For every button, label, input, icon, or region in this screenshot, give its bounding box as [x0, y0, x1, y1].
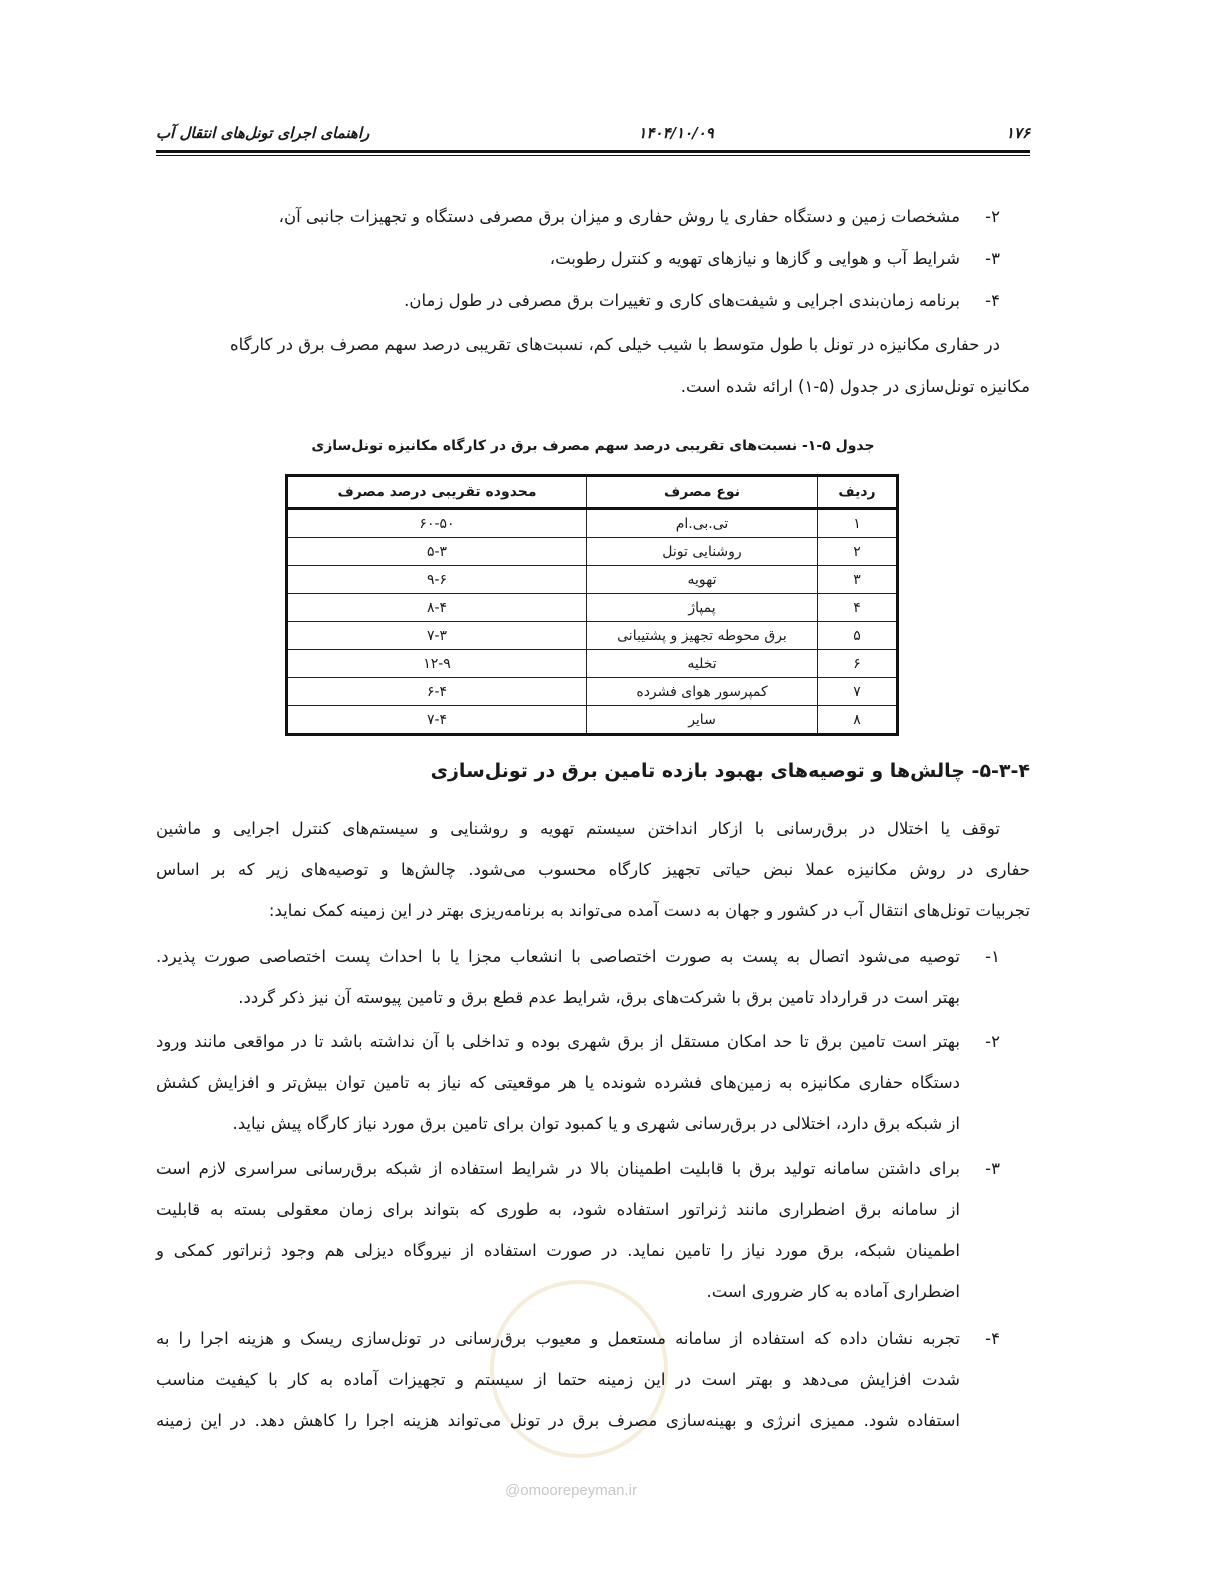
- percent-range: ۵-۳: [287, 538, 587, 566]
- row-index: ۸: [818, 706, 898, 735]
- paragraph-line: حفاری در روش مکانیزه عملا نبض حیاتی تجهیز کارگاه محسوب می‌شود. چالش‌ها و توصیه‌های زیر که بر اساس: [156, 860, 1030, 879]
- item-number: ۲-: [985, 1032, 1000, 1051]
- item-line: از شبکه برق دارد، اختلالی در برق‌رسانی شهری و یا کمبود توان برای تامین برق مورد نیاز کارگاه پیش نیاید.: [232, 1114, 960, 1133]
- item-text: [156, 1021, 960, 1144]
- item-line: برای داشتن سامانه تولید برق با قابلیت اطمینان بالا در شرایط استفاده از شبکه برق‌رسانی سراسری لازم است: [156, 1159, 960, 1178]
- consumption-type: تهویه: [587, 566, 818, 594]
- column-header: نوع مصرف: [587, 476, 818, 509]
- item-line: دستگاه حفاری مکانیزه به زمین‌های فشرده شونده یا هر موقعیتی که نیاز به تامین توان بیش‌تر و افزایش کشش: [156, 1073, 960, 1092]
- table-caption: جدول ۵-۱- نسبت‌های تقریبی درصد سهم مصرف برق در کارگاه مکانیزه تونل‌سازی: [311, 438, 875, 454]
- section-paragraph: [156, 808, 1030, 931]
- table-row: [287, 622, 898, 650]
- column-header: ردیف: [818, 476, 898, 509]
- list-item: [156, 280, 1000, 321]
- intro-paragraph-cont: [156, 366, 1030, 407]
- item-line: استفاده شود. ممیزی انرژی و بهینه‌سازی مصرف برق در تونل می‌تواند هزینه اجرا را کاهش دهد. در این زمینه: [156, 1411, 960, 1430]
- item-number: ۴-: [985, 291, 1000, 310]
- item-line: بهتر است در قرارداد تامین برق با شرکت‌های برق، شرایط عدم قطع برق و تامین پیوسته آن نیز ذکر گردد.: [238, 988, 960, 1007]
- table-row: [287, 594, 898, 622]
- row-index: ۲: [818, 538, 898, 566]
- section-heading: ۵-۳-۴- چالش‌ها و توصیه‌های بهبود بازده تامین برق در تونل‌سازی: [430, 760, 1030, 782]
- table-row: [287, 650, 898, 678]
- paragraph-line: مکانیزه تونل‌سازی در جدول (۵-۱) ارائه شده است.: [680, 377, 1030, 396]
- percent-range: ۶-۴: [287, 678, 587, 706]
- table-header-row: [287, 476, 898, 509]
- item-number: ۴-: [985, 1329, 1000, 1348]
- item-text: شرایط آب و هوایی و گازها و نیازهای تهویه و کنترل رطوبت،: [549, 249, 960, 268]
- paragraph-line: در حفاری مکانیزه در تونل با طول متوسط با شیب خیلی کم، نسبت‌های تقریبی درصد سهم مصرف برق در کارگاه: [230, 335, 1000, 354]
- consumption-type: پمپاژ: [587, 594, 818, 622]
- page-number: ۱۷۶: [1005, 124, 1030, 142]
- paragraph-line: تجربیات تونل‌های انتقال آب در کشور و جهان به دست آمده می‌تواند به برنامه‌ریزی بهتر در این زمینه کمک نماید:: [268, 901, 1030, 920]
- list-item: [156, 238, 1000, 279]
- percent-range: ۸-۴: [287, 594, 587, 622]
- item-text: مشخصات زمین و دستگاه حفاری یا روش حفاری و میزان برق مصرفی دستگاه و تجهیزات جانبی آن،: [278, 207, 960, 226]
- intro-paragraph: [156, 324, 1000, 365]
- percent-range: ۱۲-۹: [287, 650, 587, 678]
- consumption-type: برق محوطه تجهیز و پشتیبانی: [587, 622, 818, 650]
- table-row: [287, 538, 898, 566]
- table-row: [287, 706, 898, 735]
- item-text: برنامه زمان‌بندی اجرایی و شیفت‌های کاری و تغییرات برق مصرفی در طول زمان.: [404, 291, 960, 310]
- header-date: ۱۴۰۴/۱۰/۰۹: [638, 124, 714, 142]
- row-index: ۷: [818, 678, 898, 706]
- item-text: [156, 936, 960, 1018]
- item-line: شدت افزایش می‌دهد و بهتر است در این زمینه حتما از سیستم و تجهیزات آماده به کار با کیفیت مناسب: [156, 1370, 960, 1389]
- percent-range: ۶۰-۵۰: [287, 509, 587, 538]
- item-line: از سامانه برق اضطراری مانند ژنراتور استفاده شود، به طوری که بتواند برای زمان معقولی بسته به قابلیت: [156, 1200, 960, 1219]
- item-line: اطمینان شبکه، برق مورد نیاز را تامین نماید. در صورت استفاده از نیروگاه دیزلی هم وجود ژنراتور کمکی و: [156, 1241, 960, 1260]
- paragraph-line: توقف یا اختلال در برق‌رسانی با ازکار انداختن سیستم تهویه و روشنایی و سیستم‌های کنترل اجرایی و ماشین: [156, 819, 1000, 838]
- consumption-table: [285, 474, 899, 736]
- consumption-type: سایر: [587, 706, 818, 735]
- item-number: ۳-: [985, 249, 1000, 268]
- consumption-type: روشنایی تونل: [587, 538, 818, 566]
- row-index: ۵: [818, 622, 898, 650]
- item-line: توصیه می‌شود اتصال به پست به صورت اختصاصی با انشعاب مجزا یا با احداث پست اختصاصی صورت پذیرد.: [156, 947, 960, 966]
- row-index: ۱: [818, 509, 898, 538]
- percent-range: ۹-۶: [287, 566, 587, 594]
- consumption-type: کمپرسور هوای فشرده: [587, 678, 818, 706]
- row-index: ۴: [818, 594, 898, 622]
- header-rule-thin: [156, 155, 1030, 156]
- page-header: [156, 120, 1030, 150]
- column-header: محدوده تقریبی درصد مصرف: [287, 476, 587, 509]
- consumption-type: تخلیه: [587, 650, 818, 678]
- item-text: [156, 1318, 960, 1441]
- header-title: راهنمای اجرای تونل‌های انتقال آب: [156, 124, 370, 142]
- percent-range: ۷-۴: [287, 706, 587, 735]
- row-index: ۳: [818, 566, 898, 594]
- item-number: ۲-: [985, 207, 1000, 226]
- item-line: اضطراری آماده به کار ضروری است.: [706, 1282, 960, 1301]
- table-row: [287, 566, 898, 594]
- item-line: بهتر است تامین برق تا حد امکان مستقل از برق شهری بوده و تداخلی با آن نداشته باشد تا در مواقعی مانند ورود: [156, 1032, 960, 1051]
- list-item: [156, 196, 1000, 237]
- site-watermark: @omoorepeyman.ir: [505, 1482, 637, 1499]
- item-number: ۳-: [985, 1159, 1000, 1178]
- header-rule-thick: [156, 150, 1030, 153]
- item-line: تجربه نشان داده که استفاده از سامانه مستعمل و معیوب برق‌رسانی در تونل‌سازی ریسک و هزینه اجرا را به: [156, 1329, 960, 1348]
- table-row: [287, 678, 898, 706]
- item-number: ۱-: [985, 947, 1000, 966]
- consumption-type: تی.بی.ام: [587, 509, 818, 538]
- percent-range: ۷-۳: [287, 622, 587, 650]
- table-row: [287, 509, 898, 538]
- row-index: ۶: [818, 650, 898, 678]
